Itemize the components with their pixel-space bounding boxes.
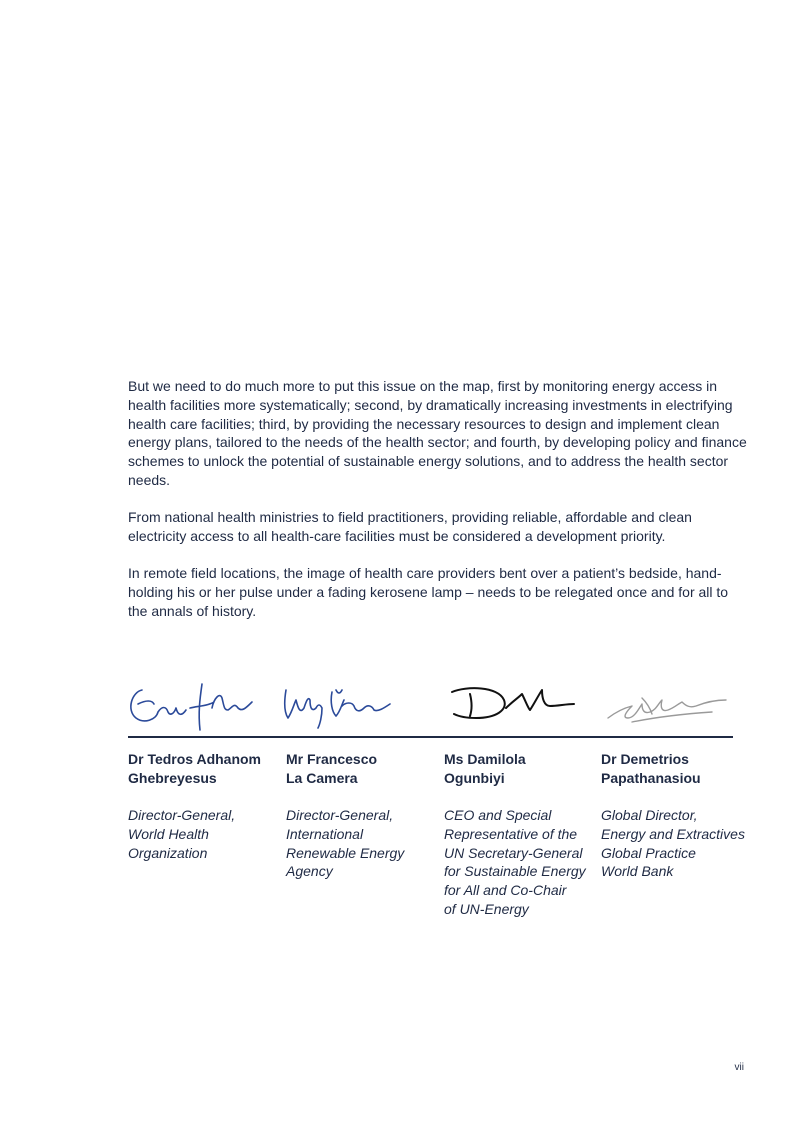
signatory-name bbox=[286, 750, 436, 788]
signatory-title bbox=[128, 806, 278, 862]
name-line: Dr Demetrios bbox=[601, 751, 689, 767]
title-line: World Bank bbox=[601, 863, 674, 880]
name-line: Ghebreyesus bbox=[128, 770, 217, 786]
signatories-row bbox=[128, 750, 748, 930]
title-line: Global Practice bbox=[601, 844, 696, 861]
signature-tedros bbox=[128, 678, 258, 734]
signatory-title bbox=[601, 806, 748, 881]
paragraph: In remote field locations, the image of health care providers bent over a patient’s bedside, hand-holding his or her pulse under a fading kerosene lamp – needs to be relegated once and for all to the annals of history. bbox=[128, 565, 729, 619]
signatory-name bbox=[601, 750, 748, 788]
signature-ogunbiyi bbox=[446, 678, 578, 734]
name-line: Mr Francesco bbox=[286, 751, 378, 767]
signatory-la-camera bbox=[286, 750, 436, 881]
signatory-title bbox=[286, 806, 436, 881]
title-line: Organization bbox=[128, 844, 208, 861]
body-text bbox=[128, 377, 748, 639]
signatory-papathanasiou bbox=[601, 750, 748, 881]
signature-papathanasiou bbox=[602, 678, 733, 734]
title-line: International bbox=[286, 825, 364, 842]
title-line: Director-General, bbox=[286, 807, 394, 823]
name-line: Ogunbiyi bbox=[444, 770, 505, 786]
signatory-ogunbiyi bbox=[444, 750, 594, 919]
name-line: Dr Tedros Adhanom bbox=[128, 751, 262, 767]
title-line: UN Secretary-General bbox=[444, 844, 583, 861]
signatory-name bbox=[444, 750, 594, 788]
signatory-name bbox=[128, 750, 278, 788]
title-line: Energy and Extractives bbox=[601, 825, 745, 842]
title-line: Agency bbox=[286, 863, 333, 880]
paragraph: But we need to do much more to put this issue on the map, first by monitoring energy access in health facilities more systematically; second, by dramatically increasing investments in electrifying health care facilities; third, by providing the necessary resources to design and implement clean energy plans, tailored to the needs of the health sector; and fourth, by developing policy and finance schemes to unlock the potential of sustainable energy solutions, and to address the health sector needs. bbox=[128, 378, 747, 488]
name-line: Papathanasiou bbox=[601, 770, 701, 786]
title-line: CEO and Special bbox=[444, 807, 552, 823]
signatures-row bbox=[128, 678, 733, 734]
signatory-tedros bbox=[128, 750, 278, 862]
signature-la-camera bbox=[280, 678, 410, 734]
title-line: for Sustainable Energy bbox=[444, 863, 586, 880]
name-line: Ms Damilola bbox=[444, 751, 526, 767]
title-line: for All and Co-Chair bbox=[444, 882, 567, 899]
title-line: Renewable Energy bbox=[286, 844, 405, 861]
page-number: vii bbox=[734, 1062, 744, 1073]
title-line: Representative of the bbox=[444, 825, 578, 842]
title-line: Global Director, bbox=[601, 807, 698, 823]
title-line: of UN-Energy bbox=[444, 900, 529, 917]
paragraph: From national health ministries to field practitioners, providing reliable, affordable and clean electricity access to all health-care facilities must be considered a development priority. bbox=[128, 509, 692, 544]
title-line: Director-General, bbox=[128, 807, 236, 823]
signatory-title bbox=[444, 806, 594, 919]
title-line: World Health bbox=[128, 825, 209, 842]
signature-rule bbox=[128, 736, 733, 738]
name-line: La Camera bbox=[286, 770, 358, 786]
